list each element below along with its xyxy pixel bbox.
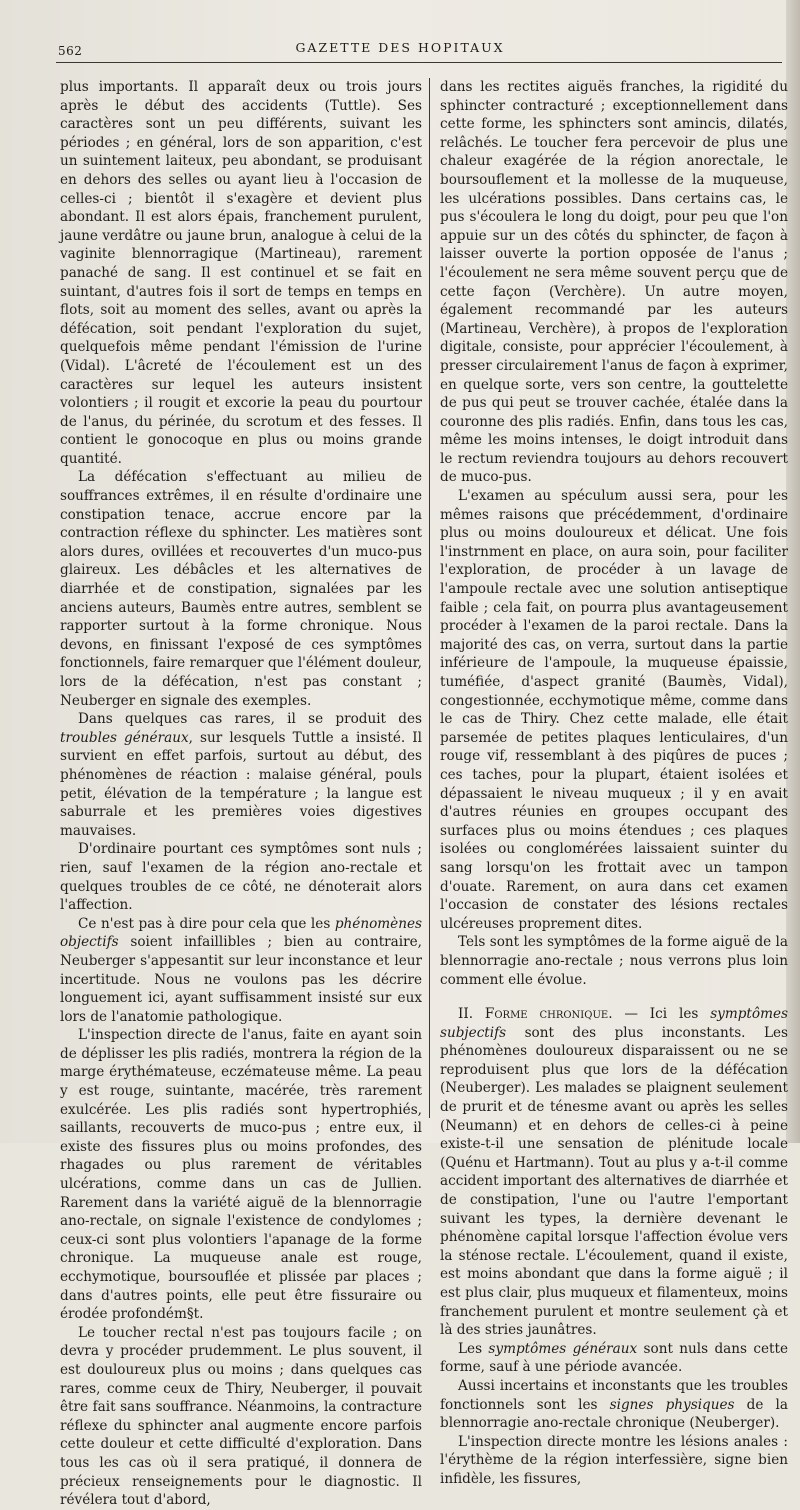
paragraph: L'inspection directe de l'anus, faite en ayant soin de déplisser les plis radiés, montrera la région de la marge érythémateuse, eczémateuse même. La peau y est rouge, suintante, macérée, très rarement exulcérée. Les plis radiés sont hypertrophiés, saillants, recouverts de muco-pus ; entre eux, il existe des fissures plus ou moins profondes, des rhagades ou plus rarement de véritables ulcérations, comme dans un cas de Jullien. Rarement dans la variété aiguë de la blennorragie ano-rectale, on signale l'existence de condylomes ; ceux-ci sont plus volontiers l'apanage de la forme chronique. La muqueuse anale est rouge, ecchymotique, boursouflée et plissée par places ; dans d'autres points, elle peut être fissuraire ou érodée profondém§t.	[60, 1027, 422, 1323]
italic-term: symptômes subjectifs	[440, 1006, 788, 1041]
page-edge	[786, 0, 800, 1143]
paragraph: L'inspection directe montre les lésions anales : l'érythème de la région interfessière, signe bien infidèle, les fissures,	[440, 1433, 788, 1487]
page-number: 562	[58, 44, 83, 58]
paragraph: Ce n'est pas à dire pour cela que les phénomènes objectifs soient infaillibles ; bien au contraire, Neuberger s'appesantit sur leur inconstance et leur incertitude. Nous ne voulons pas les décrire longuement ici, ayant suffisamment insisté sur eux lors de l'anatomie pathologique.	[60, 915, 422, 1025]
paragraph: plus importants. Il apparaît deux ou trois jours après le début des accidents (Tuttle). Ses caractères sont un peu différents, suivant les périodes ; en général, lors de son apparition, c'est un suintement laiteux, peu abondant, se produisant en dehors des selles ou ayant lieu à l'occasion de celles-ci ; bientôt il s'exagère et devient plus abondant. Il est alors épais, franchement purulent, jaune verdâtre ou jaune brun, analogue à celui de la vaginite blennorragique (Martineau), rarement panaché de sang. Il est continuel et se fait en suintant, d'autres fois il sort de temps en temps en flots, soit au moment des selles, avant ou après la défécation, soit pendant l'exploration du sujet, quelquefois même pendant l'émission de l'urine (Vidal). L'âcreté de l'écoulement est un des caractères sur lequel les auteurs insistent volontiers ; il rougit et excorie la peau du pourtour de l'anus, du périnée, du scrotum et des fesses. Il contient le gonocoque en plus ou moins grande quantité.	[60, 79, 422, 467]
italic-term: phénomènes objectifs	[60, 915, 422, 951]
left-column	[60, 78, 422, 1510]
paragraph: D'ordinaire pourtant ces symptômes sont nuls ; rien, sauf l'examen de la région ano-rectale et quelques troubles de ce côté, ne dénoterait alors l'affection.	[60, 841, 422, 914]
running-head-title: GAZETTE DES HOPITAUX	[295, 40, 505, 55]
paragraph: La défécation s'effectuant au milieu de souffrances extrêmes, il en résulte d'ordinaire une constipation tenace, accrue encore par la contraction réflexe du sphincter. Les matières sont alors dures, ovillées et recouvertes d'un muco-pus glaireux. Les débâcles et les alternatives de diarrhée et de constipation, signalées par les anciens auteurs, Baumès entre autres, semblent se rapporter surtout à la forme chronique. Nous devons, en finissant l'exposé de ces symptômes fonctionnels, faire remarquer que l'élément douleur, lors de la défécation, n'est pas constant ; Neuberger en signale des exemples.	[60, 469, 422, 709]
paragraph: dans les rectites aiguës franches, la rigidité du sphincter contracturé ; exceptionnellement dans cette forme, les sphincters sont amincis, dilatés, relâchés. Le toucher fera percevoir de plus une chaleur exagérée de la région anorectale, le boursouflement et la mollesse de la muqueuse, les ulcérations possibles. Dans certains cas, le pus s'écoulera le long du doigt, pour peu que l'on appuie sur un des côtés du sphincter, de façon à laisser ouverte la portion opposée de l'anus ; l'écoulement ne sera même souvent perçu que de cette façon (Verchère). Un autre moyen, également recommandé par les auteurs (Martineau, Verchère), à propos de l'exploration digitale, consiste, pour apprécier l'écoulement, à presser circulairement l'anus de façon à exprimer, en quelque sorte, vers son centre, la gouttelette de pus qui peut se trouver cachée, étalée dans la couronne des plis radiés. Enfin, dans tous les cas, même les moins intenses, le doigt introduit dans le rectum reviendra toujours au dehors recouvert de muco-pus.	[440, 79, 788, 486]
paragraph: Dans quelques cas rares, il se produit des troubles généraux, sur lesquels Tuttle a insisté. Il survient en effet parfois, surtout au début, des phénomènes de réaction : malaise général, pouls petit, élévation de la température ; la langue est saburrale et les premières voies digestives mauvaises.	[60, 711, 422, 839]
paragraph: Tels sont les symptômes de la forme aiguë de la blennorragie ano-rectale ; nous verrons plus loin comment elle évolue.	[440, 934, 788, 988]
italic-term: signes physiques	[609, 1396, 735, 1413]
section-heading: Forme chronique	[484, 1006, 609, 1023]
paragraph: Le toucher rectal n'est pas toujours facile ; on devra y procéder prudemment. Le plus souvent, il est douloureux plus ou moins ; dans quelques cas rares, comme ceux de Thiry, Neuberger, il pouvait être fait sans souffrance. Néanmoins, la contracture réflexe du sphincter anal augmente encore parfois cette douleur et cette difficulté d'exploration. Dans tous les cas où il sera pratiqué, il donnera de précieux renseignements pour le diagnostic. Il révélera tout d'abord,	[60, 1324, 422, 1509]
right-column	[440, 78, 788, 1489]
paragraph: Aussi incertains et inconstants que les troubles fonctionnels sont les signes physiques de la blennorragie ano-rectale chronique (Neuberger).	[440, 1377, 789, 1432]
section-heading-paragraph: II. Forme chronique. — Ici les symptômes subjectifs sont des plus inconstants. Les phénomènes douloureux disparaissent ou ne se reproduisent plus que lors de la défécation (Neuberger). Les malades se plaignent seulement de prurit et de ténesme avant ou après les selles (Neumann) et en dehors de celles-ci à peine existe-t-il une sensation de plénitude locale (Quénu et Hartmann). Tout au plus y a-t-il comme accident important des alternatives de diarrhée et de constipation, l'une ou l'autre l'emportant suivant les types, la dernière devenant le phénomène capital lorsque l'affection évolue vers la sténose rectale. L'écoulement, quand il existe, est moins abondant que dans la forme aiguë ; il est plus clair, plus muqueux et filamenteux, moins franchement purulent et montre seulement çà et là des stries jaunâtres.	[440, 1006, 788, 1339]
paragraph: L'examen au spéculum aussi sera, pour les mêmes raisons que précédemment, d'ordinaire plus ou moins douloureux et délicat. Une fois l'instrnment en place, on aura soin, pour faciliter l'exploration, de procéder à un lavage de l'ampoule rectale avec une solution antiseptique faible ; cela fait, on pourra plus avantageusement procéder à l'examen de la paroi rectale. Dans la majorité des cas, on verra, surtout dans la partie inférieure de l'ampoule, la muqueuse épaissie, tuméfiée, d'aspect granité (Baumès, Vidal), congestionnée, ecchymotique même, comme dans le cas de Thiry. Chez cette malade, elle était parsemée de petites plaques lenticulaires, d'un rouge vif, ressemblant à des piqûres de puces ; ces taches, pour la plupart, étaient isolées et dépassaient le niveau muqueux ; il y en avait d'autres réunies en groupes occupant des surfaces plus ou moins étendues ; ces plaques isolées ou conglomérées laissaient suinter du sang lorsqu'on les frottait avec un tampon d'ouate. Rarement, on aura dans cet examen l'occasion de constater des lésions rectales ulcéreuses proprement dites.	[440, 488, 788, 932]
paragraph: Les symptômes généraux sont nuls dans cette forme, sauf à une période avancée.	[440, 1340, 788, 1376]
italic-term: troubles généraux	[60, 729, 189, 746]
italic-term: symptômes généraux	[488, 1340, 638, 1357]
header-rule	[56, 62, 782, 63]
column-divider	[429, 78, 430, 1118]
